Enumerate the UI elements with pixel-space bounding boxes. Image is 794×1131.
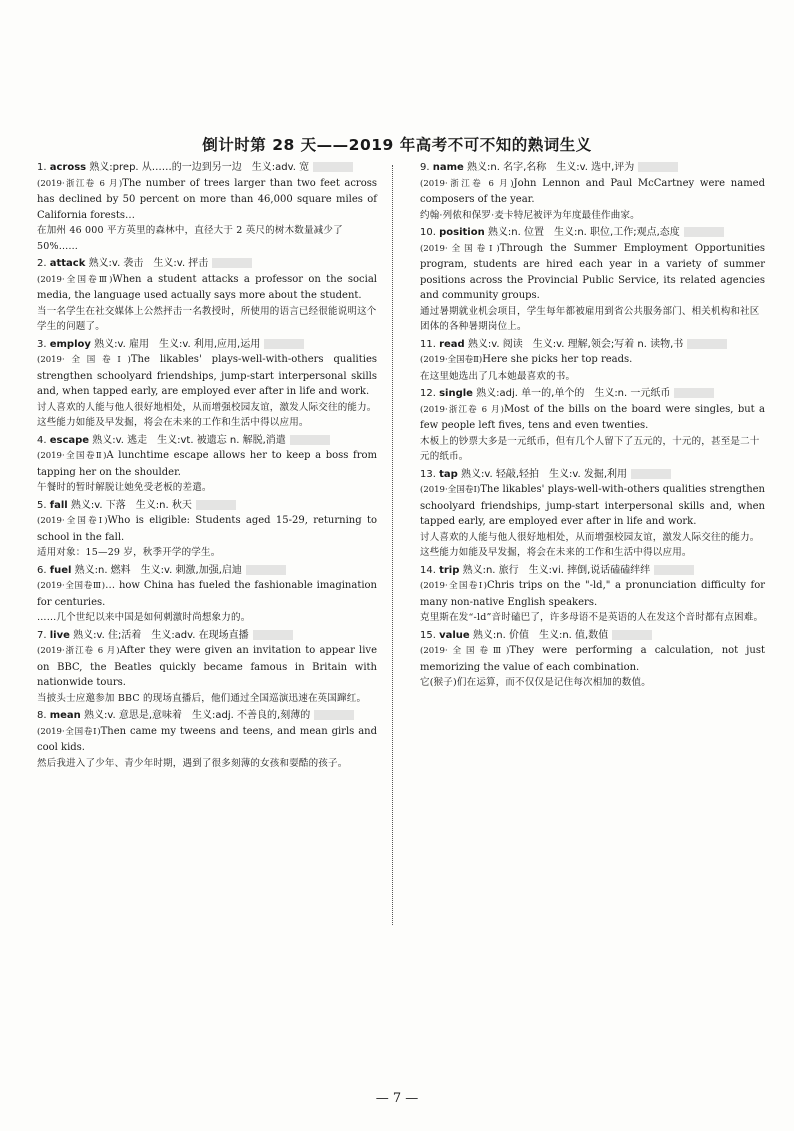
entry-translation: 通过暑期就业机会项目，学生每年都被雇用到省公共服务部门、相关机构和社区团体的各种暑期岗位上。 (420, 305, 760, 332)
highlight-mark (196, 500, 236, 510)
entry-head (420, 386, 765, 402)
entry-definition: 熟义:prep. 从……的一边到另一边 生义:adv. 宽 (89, 162, 310, 173)
entry-translation: 克里斯在发“-ld”音时磕巴了，许多母语不是英语的人在发这个音时都有点困难。 (420, 612, 764, 623)
entry-word: live (49, 629, 70, 641)
entry-english: When a student attacks a professor on the social media, the language used actually says more about the student. (37, 273, 378, 301)
column-divider (392, 165, 393, 925)
entry-example (420, 402, 765, 434)
entry-number: 7. (37, 629, 47, 641)
entry-example (37, 724, 377, 756)
entry-word: tap (439, 468, 458, 480)
entry-source: (2019·全国卷Ⅱ) (37, 451, 107, 461)
entry-definition: 熟义:v. 住;活着 生义:adv. 在现场直播 (73, 629, 249, 641)
entry-english: Here she picks her top reads. (482, 354, 633, 365)
entry-source: (2019·全国卷Ⅰ) (37, 516, 108, 526)
entry-number: 4. (37, 434, 47, 446)
entry-english: A lunchtime escape allows her to keep a boss from tapping her on the shoulder. (37, 450, 377, 478)
entry-head (420, 467, 765, 483)
entry-source: (2019·全国卷Ⅰ) (420, 485, 481, 495)
entry-number: 6. (37, 564, 47, 576)
entry-word: employ (49, 338, 91, 350)
highlight-mark (314, 710, 354, 720)
vocab-entry (420, 467, 765, 561)
vocab-entry (420, 337, 765, 385)
highlight-mark (313, 162, 353, 172)
entry-number: 1. (37, 162, 47, 173)
entry-english: After they were given an invitation to appear live on BBC, the Beatles quickly became famous in Britain with nationwide tours. (37, 645, 377, 688)
entry-source: (2019·全国卷Ⅲ) (37, 581, 106, 591)
page-number: — 7 — (375, 1091, 419, 1106)
entry-number: 3. (37, 338, 47, 350)
highlight-mark (290, 435, 330, 445)
entry-number: 9. (420, 162, 430, 173)
entry-translation: 约翰·列侬和保罗·麦卡特尼被评为年度最佳作曲家。 (420, 209, 640, 221)
entry-english: Most of the bills on the board were singles, but a few people left fives, tens and even twenties. (420, 403, 765, 431)
entry-word: attack (49, 258, 86, 269)
highlight-mark (638, 162, 678, 172)
entry-head (420, 337, 765, 353)
entry-translation: 午餐时的暂时解脱让她免受老板的差遣。 (37, 482, 212, 493)
entry-english: Through the Summer Employment Opportunities program, students are hired each year in a variety of summer positions across the Provincial Public Service, its related agencies and community groups. (420, 242, 765, 301)
highlight-mark (687, 339, 727, 349)
entry-definition: 熟义:v. 逃走 生义:vt. 被遗忘 n. 解脱,消遣 (92, 434, 286, 446)
entry-word: fall (49, 499, 68, 511)
entry-example (420, 482, 765, 530)
entry-word: fuel (49, 564, 72, 576)
entry-source: (2019·浙江卷 6 月) (420, 178, 514, 189)
entry-translation: 在加州 46 000 平方英里的森林中，直径大于 2 英尺的树木数量减少了 50%…… (37, 225, 343, 252)
entry-translation: 讨人喜欢的人能与他人很好地相处，从而增强校园友谊，激发人际交往的能力。这些能力如能及早发掘，将会在未来的工作和生活中得以应用。 (420, 531, 760, 558)
entry-number: 12. (420, 388, 436, 399)
entry-source: (2019·全国卷Ⅰ) (420, 243, 500, 254)
entry-example (37, 272, 377, 304)
entry-example (420, 352, 765, 369)
highlight-mark (654, 565, 694, 575)
entry-example (420, 578, 765, 610)
entry-translation: 在这里她选出了几本她最喜欢的书。 (420, 370, 576, 382)
vocab-entry (420, 628, 765, 691)
entry-english: The likables' plays-well-with-others qualities strengthen schoolyard friendships, jump-start interpersonal skills and, when tapped early, are employed ever after in life and work. (420, 484, 765, 527)
left-column (37, 160, 377, 773)
highlight-mark (253, 630, 293, 640)
entry-example (37, 448, 377, 480)
entry-definition: 熟义:n. 旅行 生义:vi. 摔倒,说话磕磕绊绊 (462, 564, 651, 576)
vocab-entry (37, 433, 377, 496)
entry-english: John Lennon and Paul McCartney were named composers of the year. (420, 177, 765, 205)
entry-english: Who is eligible: Students aged 15-29, returning to school in the fall. (37, 515, 377, 543)
entry-definition: 熟义:n. 位置 生义:n. 职位,工作;观点,态度 (487, 227, 680, 238)
entry-source: (2019·浙江卷 6 月) (420, 404, 504, 415)
entry-source: (2019·全国卷Ⅰ) (37, 726, 101, 737)
entry-head (37, 708, 377, 724)
entry-head (37, 160, 377, 176)
entry-head (420, 225, 765, 241)
entry-definition: 熟义:v. 袭击 生义:v. 抨击 (88, 258, 209, 269)
entry-english: The number of trees larger than two feet across has declined by 50 percent on more than 46,000 square miles of California forests… (37, 177, 377, 221)
entry-head (37, 256, 377, 272)
entry-source: (2019·浙江卷 6 月) (37, 178, 123, 189)
entry-example (37, 513, 377, 545)
entry-definition: 熟义:n. 燃料 生义:v. 刺激,加强,启迪 (74, 564, 242, 576)
vocab-entry (420, 160, 765, 223)
entry-translation: 当披头士应邀参加 BBC 的现场直播后，他们通过全国巡演迅速在英国蹿红。 (37, 692, 367, 704)
entry-word: single (439, 388, 473, 399)
entry-definition: 熟义:n. 价值 生义:n. 值,数值 (472, 629, 609, 641)
entry-english: Then came my tweens and teens, and mean girls and cool kids. (37, 725, 378, 753)
highlight-mark (612, 630, 652, 640)
entry-word: escape (49, 434, 90, 446)
entry-head (37, 498, 377, 514)
entry-definition: 熟义:adj. 单一的,单个的 生义:n. 一元纸币 (476, 388, 671, 399)
vocab-entry (37, 337, 377, 431)
entry-source: (2019·全国卷Ⅱ) (420, 355, 483, 365)
entry-number: 15. (420, 629, 436, 641)
entry-source: (2019·全国卷Ⅰ) (420, 581, 487, 591)
entry-source: (2019·全国卷Ⅲ) (37, 274, 113, 285)
entry-number: 10. (420, 227, 436, 238)
entry-example (37, 176, 377, 224)
entry-head (37, 337, 377, 353)
entry-definition: 熟义:v. 阅读 生义:v. 理解,领会;写着 n. 读物,书 (467, 338, 684, 350)
entry-word: name (432, 162, 464, 173)
entry-head (420, 628, 765, 644)
entry-source: (2019·全国卷Ⅲ) (420, 646, 510, 656)
entry-definition: 熟义:v. 下落 生义:n. 秋天 (70, 499, 192, 511)
entry-definition: 熟义:v. 轻敲,轻拍 生义:v. 发掘,利用 (460, 468, 628, 480)
entry-english: They were performing a calculation, not just memorizing the value of each combination. (420, 645, 765, 673)
entry-example (37, 643, 377, 691)
entry-number: 11. (420, 338, 436, 350)
highlight-mark (684, 227, 724, 237)
entry-english: … how China has fueled the fashionable imagination for centuries. (37, 580, 377, 608)
page-title: 倒计时第 28 天——2019 年高考不可不知的熟词生义 (202, 136, 592, 154)
entry-word: mean (49, 710, 81, 721)
entry-number: 14. (420, 564, 436, 576)
entry-head (37, 433, 377, 449)
entry-definition: 熟义:n. 名字,名称 生义:v. 选中,评为 (467, 162, 635, 173)
entry-word: read (439, 338, 465, 350)
entry-number: 5. (37, 499, 47, 511)
highlight-mark (631, 469, 671, 479)
entry-head (420, 563, 765, 579)
entry-example (420, 241, 765, 304)
right-column (420, 160, 765, 693)
vocab-entry (420, 386, 765, 465)
vocab-entry (37, 628, 377, 707)
vocab-entry (420, 563, 765, 626)
entry-word: across (49, 162, 87, 173)
entry-number: 8. (37, 710, 47, 721)
highlight-mark (674, 388, 714, 398)
highlight-mark (264, 339, 304, 349)
entry-example (420, 643, 765, 675)
entry-translation: 然后我进入了少年、青少年时期，遇到了很多刻薄的女孩和耍酷的孩子。 (37, 757, 348, 769)
entry-example (420, 176, 765, 208)
entry-translation: 它(猴子)们在运算，而不仅仅是记住每次相加的数值。 (420, 677, 651, 688)
entry-translation: 木板上的钞票大多是一元纸币，但有几个人留下了五元的，十元的，甚至是二十元的纸币。 (420, 435, 760, 462)
entry-source: (2019·全国卷Ⅰ) (37, 355, 131, 365)
entry-english: The likables' plays-well-with-others qualities strengthen schoolyard friendships, jump-start interpersonal skills and, when tapped early, are employed ever after in life and work. (37, 354, 378, 397)
entry-translation: ……几个世纪以来中国是如何刺激时尚想象力的。 (37, 612, 251, 623)
entry-translation: 讨人喜欢的人能与他人很好地相处，从而增强校园友谊，激发人际交往的能力。这些能力如能及早发掘，将会在未来的工作和生活中得以应用。 (37, 401, 377, 428)
vocab-entry (37, 563, 377, 626)
vocab-entry (37, 256, 377, 335)
highlight-mark (212, 258, 252, 268)
entry-head (420, 160, 765, 176)
entry-translation: 适用对象：15—29 岁，秋季开学的学生。 (37, 547, 221, 558)
vocab-entry (37, 498, 377, 561)
entry-number: 2. (37, 258, 47, 269)
entry-head (37, 563, 377, 579)
entry-word: trip (439, 564, 460, 576)
entry-example (37, 578, 377, 610)
entry-english: Chris trips on the "-ld," a pronunciation difficulty for many non-native English speakers. (420, 580, 766, 608)
vocab-entry (420, 225, 765, 335)
entry-word: value (439, 629, 470, 641)
entry-word: position (439, 227, 485, 238)
entry-head (37, 628, 377, 644)
entry-number: 13. (420, 468, 436, 480)
entry-translation: 当一名学生在社交媒体上公然抨击一名教授时，所使用的语言已经很能说明这个学生的问题了。 (37, 305, 377, 332)
highlight-mark (246, 565, 286, 575)
vocab-entry (37, 160, 377, 254)
entry-definition: 熟义:v. 雇用 生义:v. 利用,应用,运用 (94, 338, 261, 350)
entry-source: (2019·浙江卷 6 月) (37, 646, 120, 656)
entry-definition: 熟义:v. 意思是,意味着 生义:adj. 不善良的,刻薄的 (84, 710, 311, 721)
vocab-entry (37, 708, 377, 771)
entry-example (37, 352, 377, 400)
